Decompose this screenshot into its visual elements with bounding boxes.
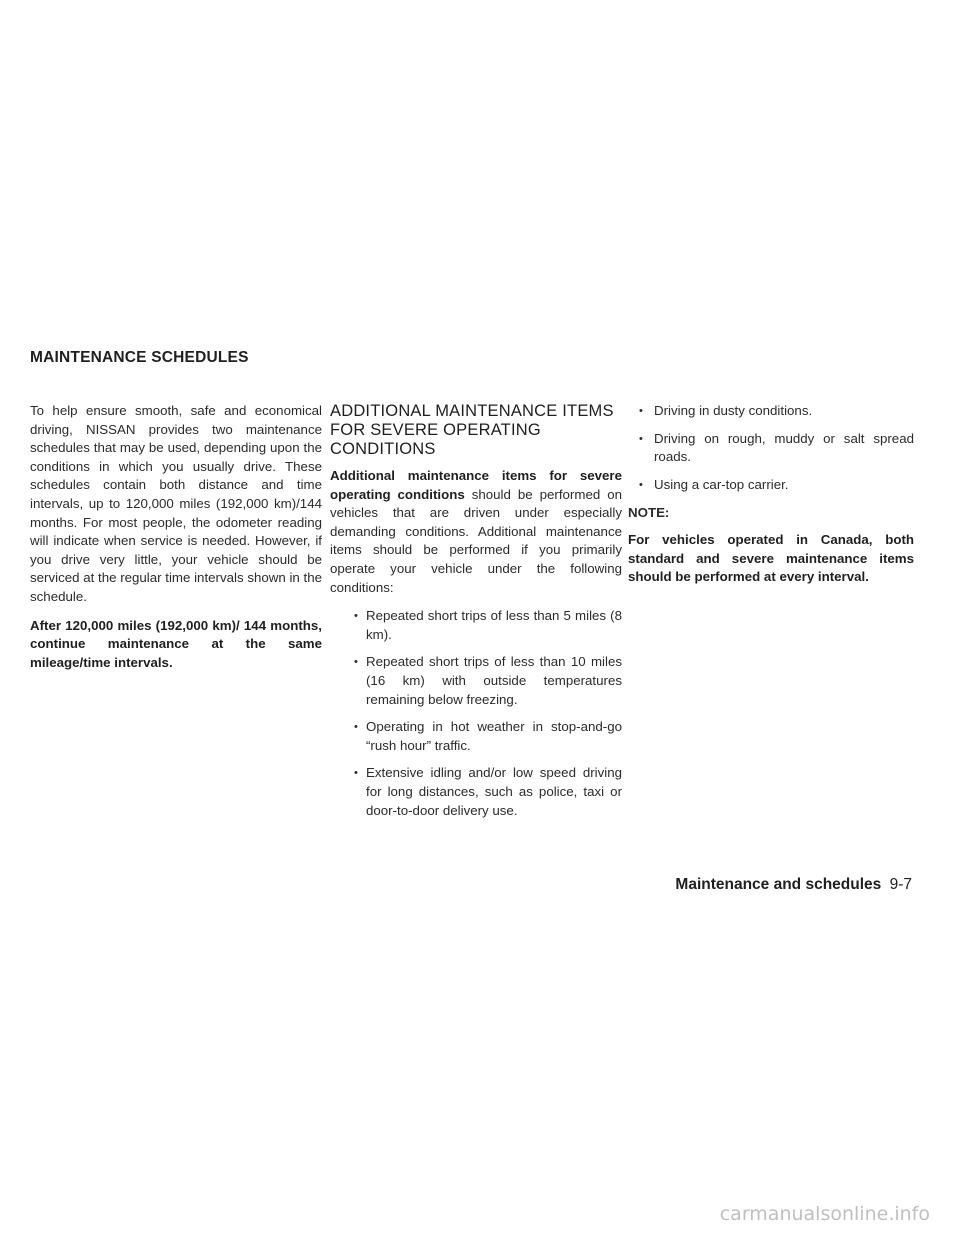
note-text: For vehicles operated in Canada, both standard and severe maintenance items should be performed at every interval. (628, 531, 914, 585)
list-item: • Extensive idling and/or low speed driving for long distances, such as police, taxi or door-to-door delivery use. (330, 764, 622, 820)
column-1 (30, 402, 322, 682)
watermark: carmanualsonline.info (719, 1203, 930, 1225)
column-2 (330, 402, 622, 829)
severe-intro-bold: Additional maintenance items for severe operating conditions (330, 468, 622, 502)
page-number: 9-7 (889, 876, 912, 893)
severe-conditions-heading: ADDITIONAL MAINTENANCE ITEMS FOR SEVERE OPERATING CONDITIONS (330, 402, 614, 458)
list-item: • Repeated short trips of less than 5 miles (8 km). (330, 607, 622, 644)
interval-note-paragraph: After 120,000 miles (192,000 km)/ 144 months, continue maintenance at the same mileage/time intervals. (30, 617, 322, 670)
severe-conditions-list-continued (628, 402, 914, 494)
severe-intro-text: should be performed on vehicles that are driven under especially demanding conditions. Additional maintenance items should be performed if you primarily operate your vehicle under the following conditions: (330, 486, 622, 595)
footer-section-label: Maintenance and schedules (675, 876, 882, 893)
list-item: • Repeated short trips of less than 10 miles (16 km) with outside temperatures remaining below freezing. (330, 653, 622, 709)
intro-paragraph: To help ensure smooth, safe and economical driving, NISSAN provides two maintenance schedules that may be used, depending upon the conditions in which you usually drive. These schedules contain both distance and time intervals, up to 120,000 miles (192,000 km)/144 months. For most people, the odometer reading will indicate when service is needed. However, if you drive very little, your vehicle should be serviced at the regular time intervals shown in the schedule. (30, 403, 322, 604)
severe-intro-paragraph (330, 467, 622, 597)
list-item: • Driving on rough, muddy or salt spread roads. (628, 430, 914, 467)
section-title: MAINTENANCE SCHEDULES (30, 349, 249, 366)
page-footer (675, 876, 912, 894)
list-item: • Driving in dusty conditions. (628, 402, 914, 421)
column-3 (628, 402, 914, 597)
list-item: • Operating in hot weather in stop-and-go “rush hour” traffic. (330, 718, 622, 755)
list-item: • Using a car-top carrier. (628, 476, 914, 495)
note-label: NOTE: (628, 505, 670, 521)
severe-conditions-list (330, 607, 622, 820)
